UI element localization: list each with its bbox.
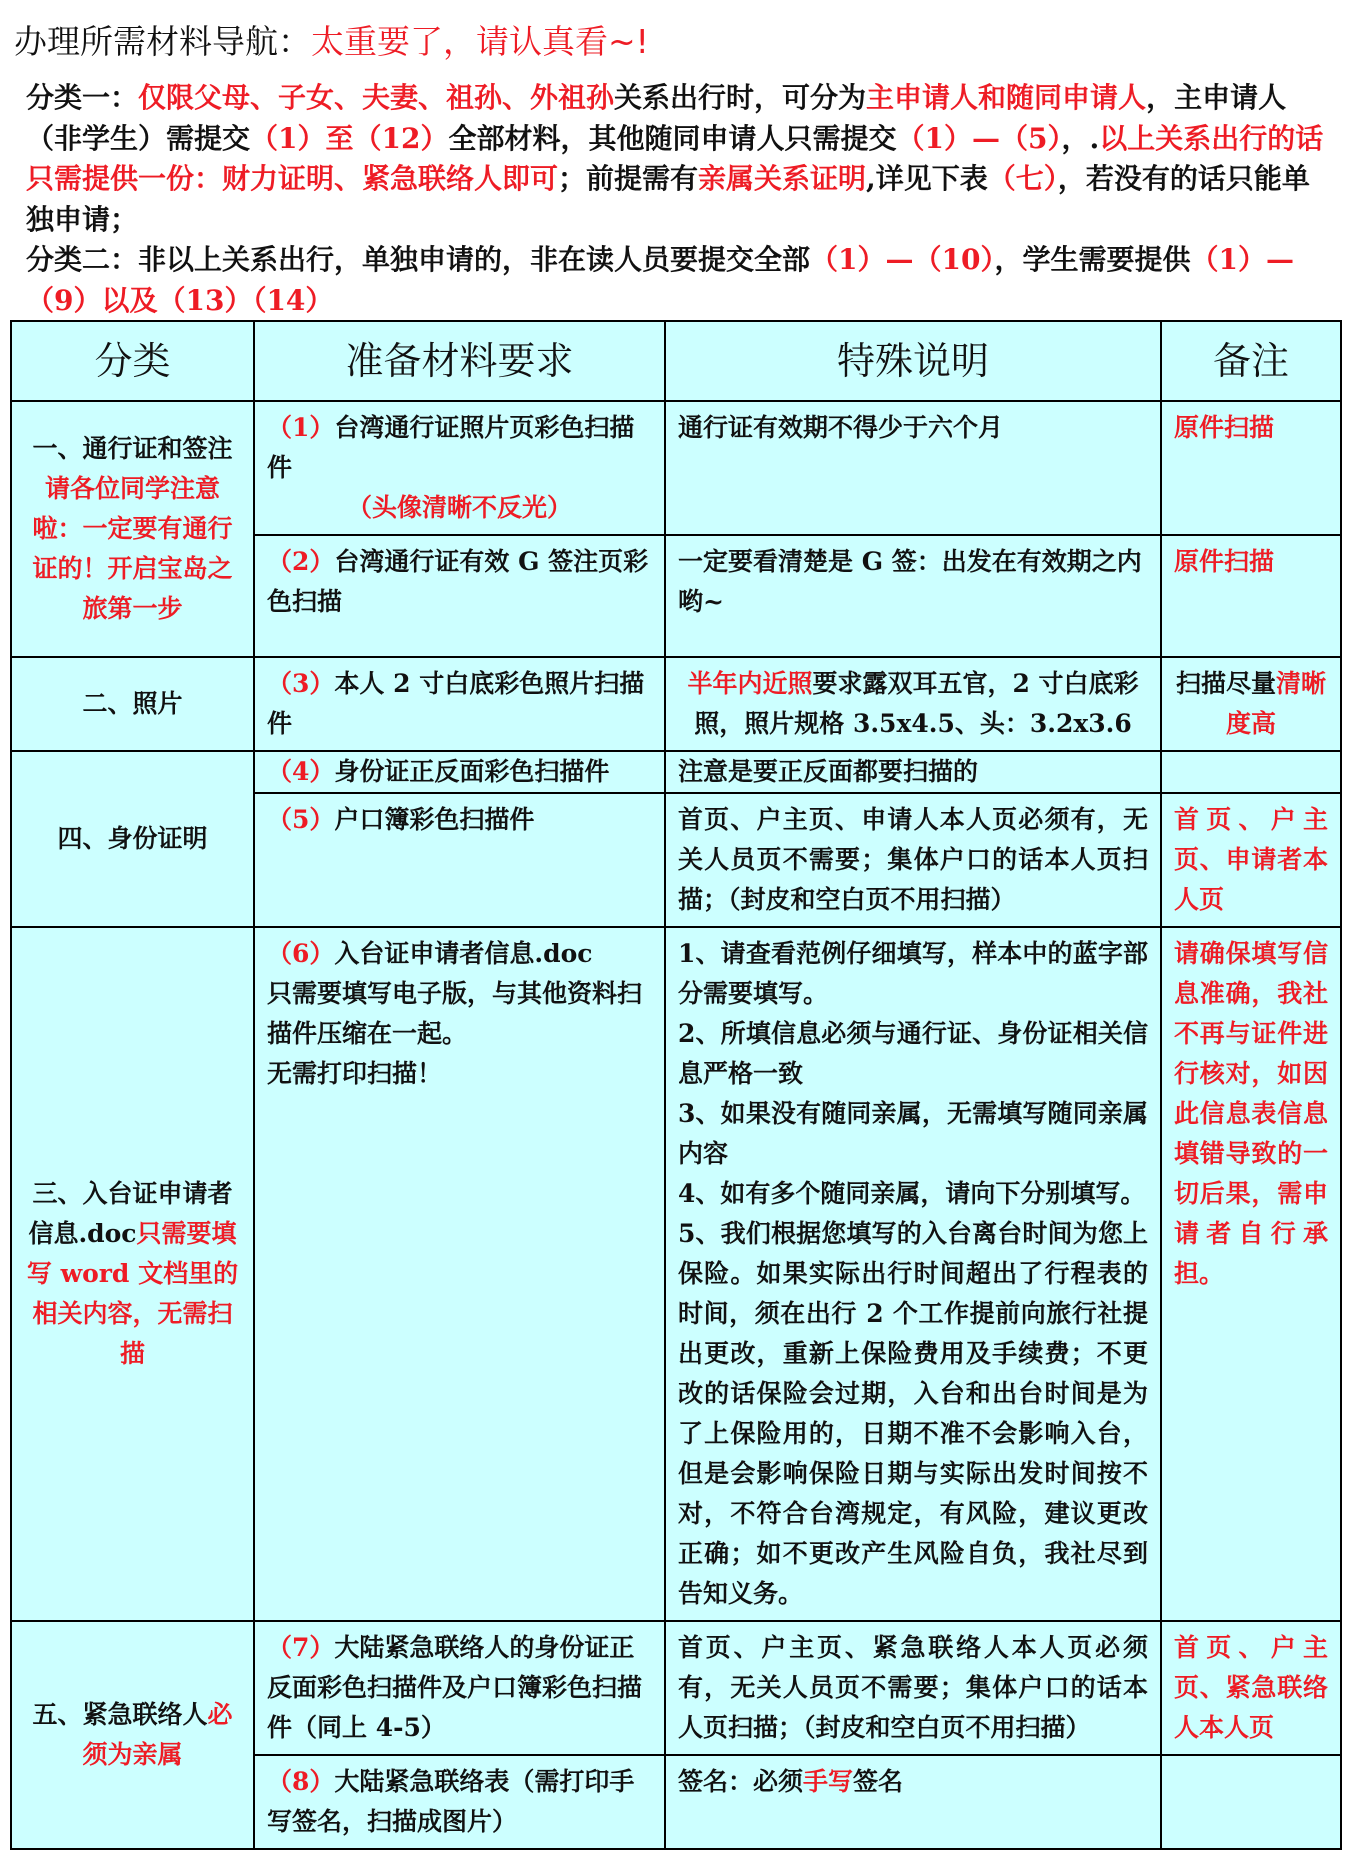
highlight-text: （4） [267, 757, 335, 786]
plain-text: 入台证申请者信息.doc [334, 939, 593, 968]
plain-text: 本人 2 寸白底彩色照片扫描件 [267, 669, 645, 738]
remark-cell: 请确保填写信息准确，我社不再与证件进行核对，如因此信息表信息填错导致的一切后果，需申请者自行承担。 [1161, 927, 1341, 1621]
table-row [11, 751, 1341, 793]
highlight-text: （3） [267, 669, 335, 698]
remark-cell [1161, 657, 1341, 751]
note-cell [665, 657, 1161, 751]
intro-text [26, 78, 1336, 321]
material-cell [254, 751, 665, 793]
table-row [11, 927, 1341, 1621]
highlight-text: 清晰度高 [1225, 669, 1327, 738]
material-cell [254, 793, 665, 927]
plain-text: 签名：必须 [678, 1767, 804, 1796]
table-header-row [11, 321, 1341, 401]
material-cell [254, 535, 665, 657]
note-line: 5、我们根据您填写的入台离台时间为您上保险。如果实际出行时间超出了行程表的时间，须在出行 2 个工作提前向旅行社提出更改，重新上保险费用及手续费；不更改的话保险会过期，入台和出台时间是为了上保险用的，日期不准不会影响入台，但是会影响保险日期与实际出发时间按不对，不符合台湾规定，有风险，建议更改正确；如不更改产生风险自负，我社尽到告知义务。 [678, 1219, 1148, 1608]
title-red: 太重要了，请认真看~! [311, 22, 649, 61]
material-text [267, 934, 652, 974]
material-cell [254, 1621, 665, 1755]
highlight-text: 主申请人和随同申请人 [866, 81, 1147, 114]
header-category: 分类 [11, 321, 254, 401]
highlight-text: 以上关系出行的话只需提供一份：财力证明、紧急联络人即可 [26, 121, 1324, 195]
plain-text: 分类二：非以上关系出行，单独申请的，非在读人员要提交全部 [26, 243, 811, 276]
highlight-text: （8） [267, 1767, 335, 1796]
material-cell [254, 657, 665, 751]
table-row [11, 657, 1341, 751]
intro-category-two [26, 240, 1336, 321]
highlight-text: （1）至（12） [250, 121, 449, 155]
category-photo: 二、照片 [11, 657, 254, 751]
remark-cell: 原件扫描 [1161, 535, 1341, 657]
category-entry-form [11, 927, 254, 1621]
highlight-text: （1）—（10） [810, 243, 995, 276]
materials-table [10, 320, 1342, 1850]
material-subnote: （头像清晰不反光） [346, 493, 572, 522]
material-cell [254, 401, 665, 535]
remark-cell: 原件扫描 [1161, 401, 1341, 535]
highlight-text: （7） [267, 1633, 335, 1662]
highlight-text: （2） [267, 547, 335, 576]
plain-text: 签名 [853, 1767, 904, 1796]
header-remark: 备注 [1161, 321, 1341, 401]
highlight-text: 亲属关系证明 [698, 162, 867, 195]
plain-text: ，学生需要提供 [994, 243, 1191, 276]
plain-text: 户口簿彩色扫描件 [334, 805, 535, 834]
plain-text: 全部材料，其他随同申请人只需提交 [448, 121, 897, 155]
material-cell [254, 1755, 665, 1849]
note-line: 4、如有多个随同亲属，请向下分别填写。 [678, 1179, 1146, 1208]
highlight-text: （1） [267, 413, 335, 442]
table-row [11, 401, 1341, 535]
highlight-text: （1）—（9）以及（13）（14） [26, 243, 1294, 317]
note-cell [665, 1755, 1161, 1849]
plain-text: 三、入台证申请者信息.doc [28, 1179, 233, 1248]
note-cell [665, 927, 1161, 1621]
plain-text: 要求露双耳五官，2 寸白底彩照，照片规格 3.5x4.5、头：3.2x3.6 [694, 669, 1139, 738]
plain-text: 分类一： [26, 81, 139, 114]
plain-text: 扫描尽量 [1175, 669, 1276, 698]
material-cell [254, 927, 665, 1621]
plain-text: ；前提需有 [558, 162, 699, 195]
table-row [11, 1621, 1341, 1755]
category-emergency-contact [11, 1621, 254, 1849]
plain-text: 大陆紧急联络人的身份证正反面彩色扫描件及户口簿彩色扫描件（同上 4-5） [267, 1633, 643, 1742]
note-line: 2、所填信息必须与通行证、身份证相关信息严格一致 [678, 1019, 1148, 1088]
plain-text: ，主申请人（非学生）需提交 [26, 81, 1287, 155]
category-id: 四、身份证明 [11, 751, 254, 927]
remark-cell: 首页、户主页、紧急联络人本人页 [1161, 1621, 1341, 1755]
plain-text: 身份证正反面彩色扫描件 [334, 757, 610, 786]
plain-text: 大陆紧急联络表（需打印手写签名，扫描成图片） [267, 1767, 635, 1836]
note-cell: 首页、户主页、申请人本人页必须有，无关人员页不需要；集体户口的话本人页扫描；（封皮和空白页不用扫描） [665, 793, 1161, 927]
note-cell: 注意是要正反面都要扫描的 [665, 751, 1161, 793]
remark-cell [1161, 1755, 1341, 1849]
title-black: 办理所需材料导航： [14, 22, 311, 61]
note-line: 3、如果没有随同亲属，无需填写随同亲属内容 [678, 1099, 1148, 1168]
plain-text: 五、紧急联络人 [32, 1700, 208, 1729]
highlight-text: （5） [267, 805, 335, 834]
intro-category-one [26, 78, 1336, 240]
plain-text: ，若没有的话只能单独申请； [26, 162, 1310, 236]
material-line: 无需打印扫描！ [267, 1059, 443, 1088]
plain-text: 一、通行证和签注 [32, 434, 233, 463]
highlight-text: 必须为亲属 [82, 1700, 233, 1769]
highlight-text: 请各位同学注意啦：一定要有通行证的！开启宝岛之旅第一步 [32, 474, 233, 623]
note-cell: 首页、户主页、紧急联络人本人页必须有，无关人员页不需要；集体户口的话本人页扫描；（封皮和空白页不用扫描） [665, 1621, 1161, 1755]
page-title [14, 14, 649, 70]
highlight-text: 半年内近照 [687, 669, 813, 698]
highlight-text: 手写 [803, 1767, 854, 1796]
category-passport [11, 401, 254, 657]
header-note: 特殊说明 [665, 321, 1161, 401]
highlight-text: （1）—（5） [896, 121, 1062, 155]
material-line: 只需要填写电子版，与其他资料扫描件压缩在一起。 [267, 979, 643, 1048]
remark-cell: 首页、户主页、申请者本人页 [1161, 793, 1341, 927]
plain-text: 台湾通行证照片页彩色扫描件 [267, 413, 635, 482]
plain-text: 关系出行时，可分为 [614, 81, 867, 114]
note-cell: 通行证有效期不得少于六个月 [665, 401, 1161, 535]
remark-cell [1161, 751, 1341, 793]
highlight-text: （七） [987, 162, 1058, 195]
material-text [267, 408, 652, 488]
highlight-text: （6） [267, 939, 335, 968]
highlight-text: 仅限父母、子女、夫妻、祖孙、外祖孙 [138, 81, 615, 114]
note-cell: 一定要看清楚是 G 签：出发在有效期之内哟~ [665, 535, 1161, 657]
plain-text: 台湾通行证有效 G 签注页彩色扫描 [267, 547, 649, 616]
plain-text: ,详见下表 [866, 162, 988, 195]
highlight-text: 只需要填写 word 文档里的相关内容，无需扫描 [26, 1219, 239, 1368]
note-line: 1、请查看范例仔细填写，样本中的蓝字部分需要填写。 [678, 939, 1148, 1008]
plain-text: ，. [1061, 121, 1100, 155]
header-material: 准备材料要求 [254, 321, 665, 401]
